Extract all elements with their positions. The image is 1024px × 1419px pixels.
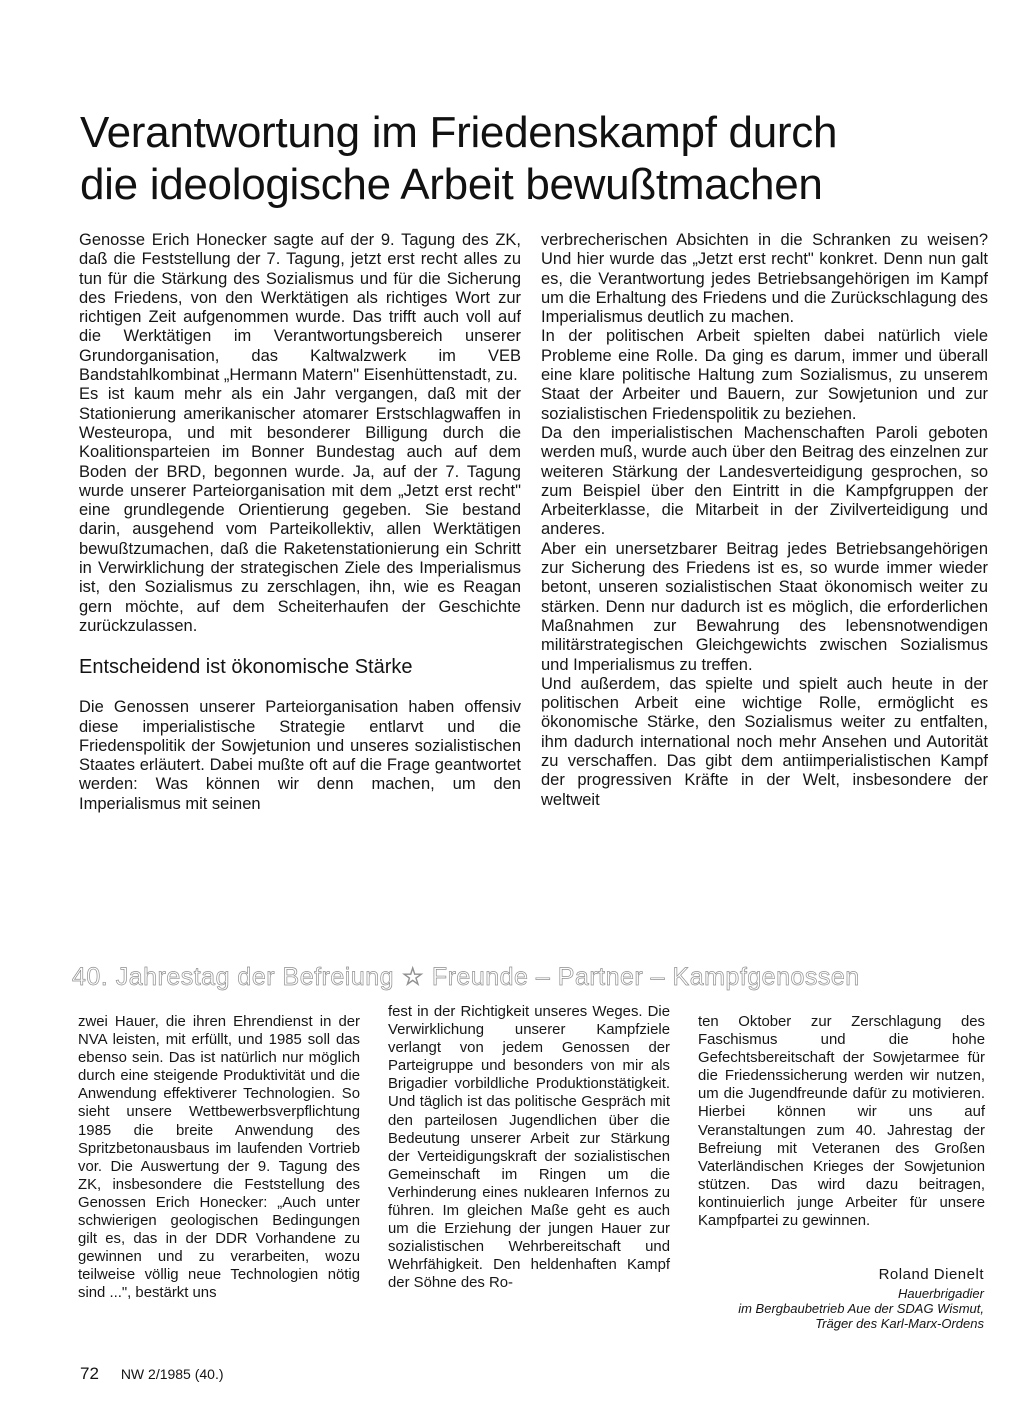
small-column-2 — [388, 1003, 670, 1293]
paragraph: Genosse Erich Honecker sagte auf der 9. Tagung des ZK, daß die Feststellung der 7. Tagung, jetzt erst recht alles zu tun für die Stärkung des Sozialismus und für die Sicherung des Friedens, von den Werktätigen als richtiges Wort zur richtigen Zeit aufgenommen wurde. Das trifft auch voll auf die Werktätigen im Verantwortungsbereich unserer Grundorganisation, das Kaltwalzwerk im VEB Bandstahlkombinat „Hermann Matern" Eisenhüttenstadt, zu. — [79, 231, 521, 385]
paragraph: Und außerdem, das spielte und spielt auch heute in der politischen Arbeit eine wichtige Rolle, ermöglicht es ökonomische Stärke, den Sozialismus weiter zu entfalten, ihm dadurch international noch mehr Ansehen und Autorität zu verschaffen. Das gibt dem antiimperialistischen Kampf der progressiven Kräfte in der Welt, insbesondere der weltweit — [541, 674, 988, 809]
article-column-right — [541, 231, 988, 810]
headline-line-1: Verantwortung im Friedenskampf durch — [80, 108, 838, 158]
paragraph: In der politischen Arbeit spielten dabei natürlich viele Probleme eine Rolle. Da ging es darum, immer und überall eine klare politische Haltung zum Sozialismus, zu unserem Staat der Arbeiter und Bauern, zur Sowjetunion und zur sozialistischen Friedenspolitik zu beziehen. — [541, 327, 988, 423]
paragraph: Aber ein unersetzbarer Beitrag jedes Betriebsangehörigen zur Sicherung des Friedens ist es, so wurde immer wieder betont, unseren sozialistischen Staat ökonomisch weiter zu stärken. Denn nur dadurch ist es möglich, die erforderlichen Maßnahmen zur Bewahrung des lebensnotwendigen militärstrategischen Gleichgewichts zwischen Sozialismus und Imperialismus zu treffen. — [541, 539, 988, 674]
author-role-line: Träger des Karl-Marx-Ordens — [815, 1316, 984, 1331]
page-footer — [80, 1365, 224, 1383]
headline — [80, 107, 980, 211]
author-signature — [664, 1265, 984, 1331]
paragraph: verbrecherischen Absichten in die Schranken zu weisen? Und hier wurde das „Jetzt erst recht" konkret. Denn nun galt es, die Verantwortung jedes Betriebsangehörigen im Kampf um die Erhaltung des Friedens und die Zurückschlagung des Imperialismus deutlich zu machen. — [541, 231, 988, 327]
paragraph: fest in der Richtigkeit unseres Weges. Die Verwirklichung unserer Kampfziele verlangt von jedem Genossen der Parteigruppe und besonders von mir als Brigadier vorbildliche Produktionstätigkeit. Und täglich ist das politische Gespräch mit den parteilosen Jugendlichen über die Bedeutung unserer Arbeit zur Stärkung der Verteidigungskraft der sozialistischen Gemeinschaft im Ringen um die Verhinderung eines nuklearen Infernos zu führen. Im gleichen Maße geht es auch um die Erziehung der jungen Hauer zur sozialistischen Wehrbereitschaft und Wehrfähigkeit. Den heldenhaften Kampf der Söhne des Ro- — [388, 1004, 670, 1292]
subheading: Entscheidend ist ökonomische Stärke — [79, 656, 413, 679]
small-column-3 — [698, 1013, 985, 1230]
article-column-left — [79, 231, 521, 814]
paragraph: Da den imperialistischen Machenschaften Paroli geboten werden muß, wurde auch über den Beitrag des einzelnen zur weiteren Stärkung der Landesverteidigung gesprochen, so zum Beispiel über den Eintritt in die Kampfgruppen der Arbeiterklasse, die Mitarbeit in der Zivilverteidigung und anderes. — [541, 423, 988, 539]
paragraph: Die Genossen unserer Parteiorganisation haben offensiv diese imperialistische Strategie entlarvt und die Friedenspolitik der Sowjetunion und unseres sozialistischen Staates erläutert. Dabei mußte oft auf die Frage geantwortet werden: Was können wir denn machen, um den Imperialismus mit seinen — [79, 698, 521, 813]
paragraph: Es ist kaum mehr als ein Jahr vergangen, daß mit der Stationierung amerikanischer atomarer Erstschlagwaffen in Westeuropa, und mit besonderer Billigung durch die Koalitionsparteien im Bonner Bundestag auch auf dem Boden der BRD, begonnen wurde. Ja, auf der 7. Tagung wurde unserer Parteiorganisation mit dem „Jetzt erst recht" eine grundlegende Orientierung gegeben. Sie bestand darin, ausgehend vom Parteikollektiv, allen Werktätigen bewußtzumachen, daß die Raketenstationierung ein Schritt in Verwirklichung der strategischen Ziele des Imperialismus ist, den Sozialismus zu zerschlagen, ihn, wie es Reagan gern möchte, auf dem Scheiterhaufen der Geschichte zurückzulassen. — [79, 385, 521, 635]
page-number: 72 — [80, 1364, 99, 1383]
paragraph: zwei Hauer, die ihren Ehrendienst in der NVA leisten, mit erfüllt, und 1985 soll das ebenso sein. Das ist natürlich nur möglich durch eine steigende Produktivität und die Anwendung effektiverer Technologien. So sieht unsere Wettbewerbsverpflichtung 1985 die breite Anwendung des Spritzbetonausbaus im laufenden Vortrieb vor. Die Auswertung der 9. Tagung des ZK, insbesondere die Feststellung des Genossen Erich Honecker: „Auch unter schwierigen geologischen Bedingungen gilt es, das in der DDR Vorhandene zu gewinnen und zu verarbeiten, wozu teilweise völlig neue Technologien nötig sind ...", bestärkt uns — [78, 1014, 360, 1302]
anniversary-banner: 40. Jahrestag der Befreiung ☆ Freunde – Partner – Kampfgenossen — [72, 963, 860, 991]
small-column-1 — [78, 1013, 360, 1303]
author-name: Roland Dienelt — [878, 1266, 984, 1283]
author-role-line: im Bergbaubetrieb Aue der SDAG Wismut, — [738, 1301, 984, 1316]
author-role-line: Hauerbrigadier — [898, 1286, 984, 1301]
paragraph: ten Oktober zur Zerschlagung des Faschismus und die hohe Gefechtsbereitschaft der Sowjetarmee für die Friedenssicherung werden wir nutzen, um die Jugendfreunde dafür zu motivieren. Hierbei können wir uns auf Veranstaltungen zum 40. Jahrestag der Befreiung mit Veteranen des Großen Vaterländischen Krieges der Sowjetunion stützen. Das wird dazu beitragen, kontinuierlich junge Arbeiter für unsere Kampfpartei zu gewinnen. — [698, 1014, 985, 1230]
issue-label: NW 2/1985 (40.) — [120, 1366, 224, 1382]
headline-line-2: die ideologische Arbeit bewußtmachen — [80, 160, 823, 210]
